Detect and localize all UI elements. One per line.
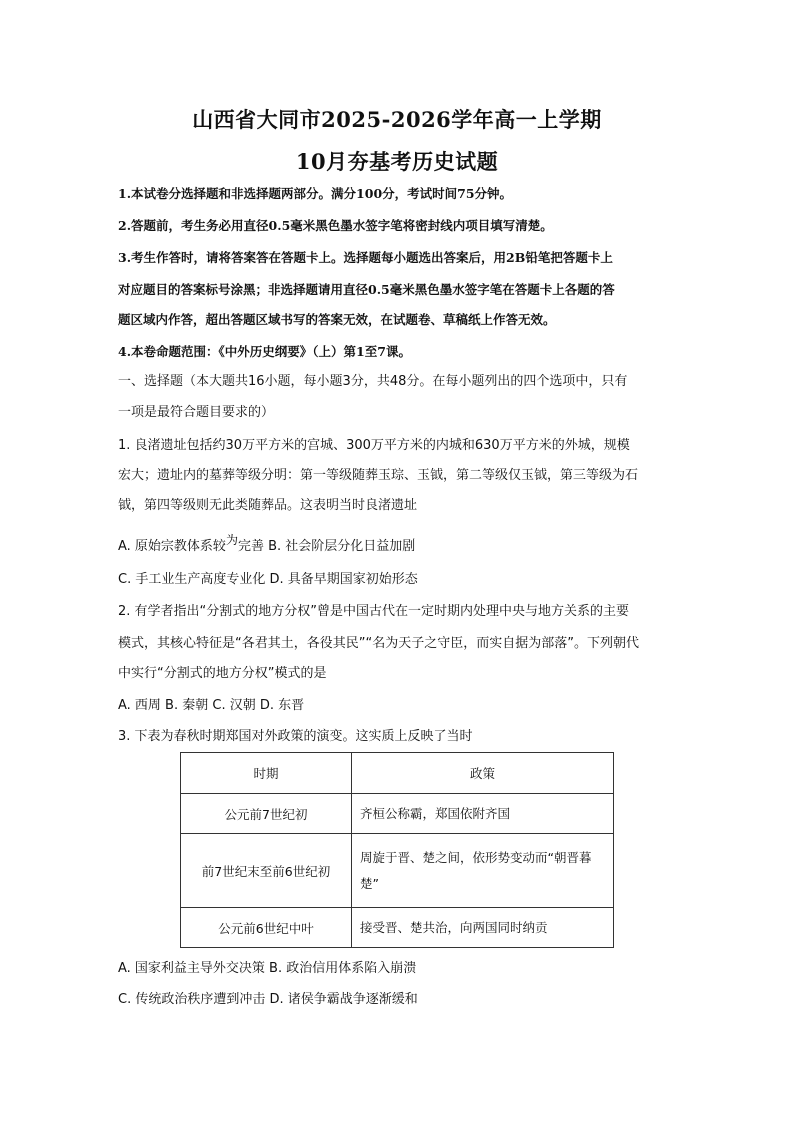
option-a-superscript: 为 [225, 533, 238, 547]
question-options: C. 传统政治秩序遭到冲击 D. 诸侯争霸战争逐渐缓和 [118, 992, 418, 1007]
table-cell: 公元前7世纪初 [181, 794, 352, 834]
table-cell: 前7世纪末至前6世纪初 [181, 834, 352, 908]
page-title: 山西省大同市2025-2026学年高一上学期 [192, 107, 602, 132]
question-stem-line: 中实行“分割式的地方分权”模式的是 [118, 666, 327, 681]
question-stem-line: 1. 良渚遗址包括约30万平方米的宫城、300万平方米的内城和630万平方米的外城，规模 [118, 438, 630, 453]
question-options: A. 国家利益主导外交决策 B. 政治信用体系陷入崩溃 [118, 961, 417, 976]
table-cell: 公元前6世纪中叶 [181, 908, 352, 948]
question-options: C. 手工业生产高度专业化 D. 具备早期国家初始形态 [118, 572, 418, 587]
table-header: 时期 [181, 753, 352, 794]
question-stem-line: 2. 有学者指出“分割式的地方分权”曾是中国古代在一定时期内处理中央与地方关系的主要 [118, 604, 630, 619]
question-options: A. 西周 B. 秦朝 C. 汉朝 D. 东晋 [118, 698, 305, 713]
table-cell: 接受晋、楚共治，向两国同时纳贡 [352, 908, 614, 948]
table-header: 政策 [352, 753, 614, 794]
question-stem-line: 3. 下表为春秋时期郑国对外政策的演变。这实质上反映了当时 [118, 729, 473, 744]
instruction-line: 对应题目的答案标号涂黑；非选择题请用直径0.5毫米黑色墨水签字笔在答题卡上各题的答 [118, 282, 615, 297]
instruction-line: 4.本卷命题范围：《中外历史纲要》（上）第1至7课。 [118, 344, 411, 359]
instruction-line: 2.答题前，考生务必用直径0.5毫米黑色墨水签字笔将密封线内项目填写清楚。 [118, 218, 553, 233]
option-a-text: A. 原始宗教体系较 [118, 539, 226, 554]
instruction-line: 题区域内作答，超出答题区域书写的答案无效，在试题卷、草稿纸上作答无效。 [118, 312, 556, 327]
question-stem-line: 钺，第四等级则无此类随葬品。这表明当时良渚遗址 [118, 498, 418, 513]
page-subtitle: 10月夯基考历史试题 [295, 149, 499, 174]
question-options [118, 530, 678, 563]
table-row [181, 908, 614, 948]
section-heading-cont: 一项是最符合题目要求的） [118, 405, 275, 420]
table-cell: 齐桓公称霸，郑国依附齐国 [352, 794, 614, 834]
instruction-line: 1.本试卷分选择题和非选择题两部分。满分100分，考试时间75分钟。 [118, 186, 513, 201]
table-header-row [181, 753, 614, 794]
section-heading: 一、选择题（本大题共16小题，每小题3分，共48分。在每小题列出的四个选项中，只有 [118, 374, 628, 389]
table-cell: 周旋于晋、楚之间，依形势变动而“朝晋暮楚” [352, 834, 614, 908]
question-stem-line: 宏大；遗址内的墓葬等级分明：第一等级随葬玉琮、玉钺，第二等级仅玉钺，第三等级为石 [118, 468, 639, 483]
policy-table [180, 752, 614, 948]
option-b-text: 完善 B. 社会阶层分化日益加剧 [237, 539, 416, 554]
question-stem-line: 模式，其核心特征是“各君其土，各役其民”“名为天子之守臣，而实自据为部落”。下列朝代 [118, 636, 639, 651]
table-row [181, 794, 614, 834]
table-row [181, 834, 614, 908]
instruction-line: 3.考生作答时，请将答案答在答题卡上。选择题每小题选出答案后，用2B铅笔把答题卡上 [118, 250, 613, 265]
